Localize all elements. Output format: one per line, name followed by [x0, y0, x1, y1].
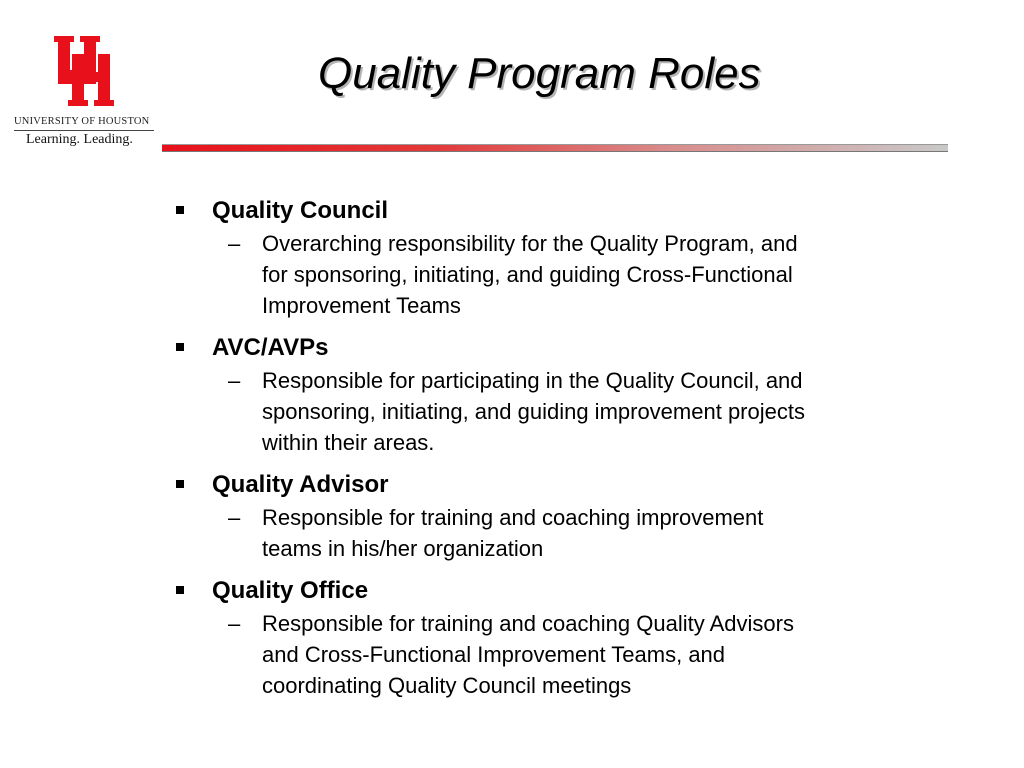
uh-interlocking-logo-icon	[54, 36, 114, 106]
description-line: and Cross-Functional Improvement Teams, and	[262, 642, 726, 667]
description-line: Improvement Teams	[262, 293, 461, 318]
role-heading-row	[170, 574, 930, 608]
role-item	[170, 331, 930, 458]
roles-list	[170, 194, 930, 711]
role-description	[170, 608, 930, 701]
university-logo	[14, 36, 156, 152]
logo-divider	[14, 130, 154, 131]
square-bullet-icon	[176, 206, 184, 214]
square-bullet-icon	[176, 480, 184, 488]
dash-bullet-icon: –	[228, 505, 241, 530]
role-description	[170, 502, 930, 564]
description-line: Responsible for training and coaching improvement	[262, 505, 764, 530]
description-line: Responsible for participating in the Quality Council, and	[262, 368, 803, 393]
description-line: Responsible for training and coaching Quality Advisors	[262, 611, 794, 636]
role-heading-row	[170, 194, 930, 228]
description-line: sponsoring, initiating, and guiding improvement projects	[262, 399, 805, 424]
university-name: UNIVERSITY OF HOUSTON	[14, 116, 150, 127]
square-bullet-icon	[176, 586, 184, 594]
description-line: teams in his/her organization	[262, 536, 544, 561]
role-item	[170, 574, 930, 701]
description-line: coordinating Quality Council meetings	[262, 673, 632, 698]
role-heading-row	[170, 331, 930, 365]
role-heading: Quality Council	[212, 197, 389, 224]
logo-tagline: Learning. Leading.	[26, 132, 133, 147]
title-underline-bar	[162, 144, 948, 152]
role-heading-row	[170, 468, 930, 502]
dash-bullet-icon: –	[228, 231, 241, 256]
dash-bullet-icon: –	[228, 611, 241, 636]
role-description	[170, 228, 930, 321]
role-item	[170, 468, 930, 564]
description-line: within their areas.	[262, 430, 435, 455]
dash-bullet-icon: –	[228, 368, 241, 393]
role-heading: Quality Advisor	[212, 471, 389, 498]
description-line: for sponsoring, initiating, and guiding Cross-Functional	[262, 262, 793, 287]
role-item	[170, 194, 930, 321]
role-heading: Quality Office	[212, 577, 369, 604]
description-line: Overarching responsibility for the Quality Program, and	[262, 231, 798, 256]
slide-title: Quality Program Roles	[318, 49, 761, 98]
square-bullet-icon	[176, 343, 184, 351]
role-heading: AVC/AVPs	[212, 334, 329, 361]
role-description	[170, 365, 930, 458]
